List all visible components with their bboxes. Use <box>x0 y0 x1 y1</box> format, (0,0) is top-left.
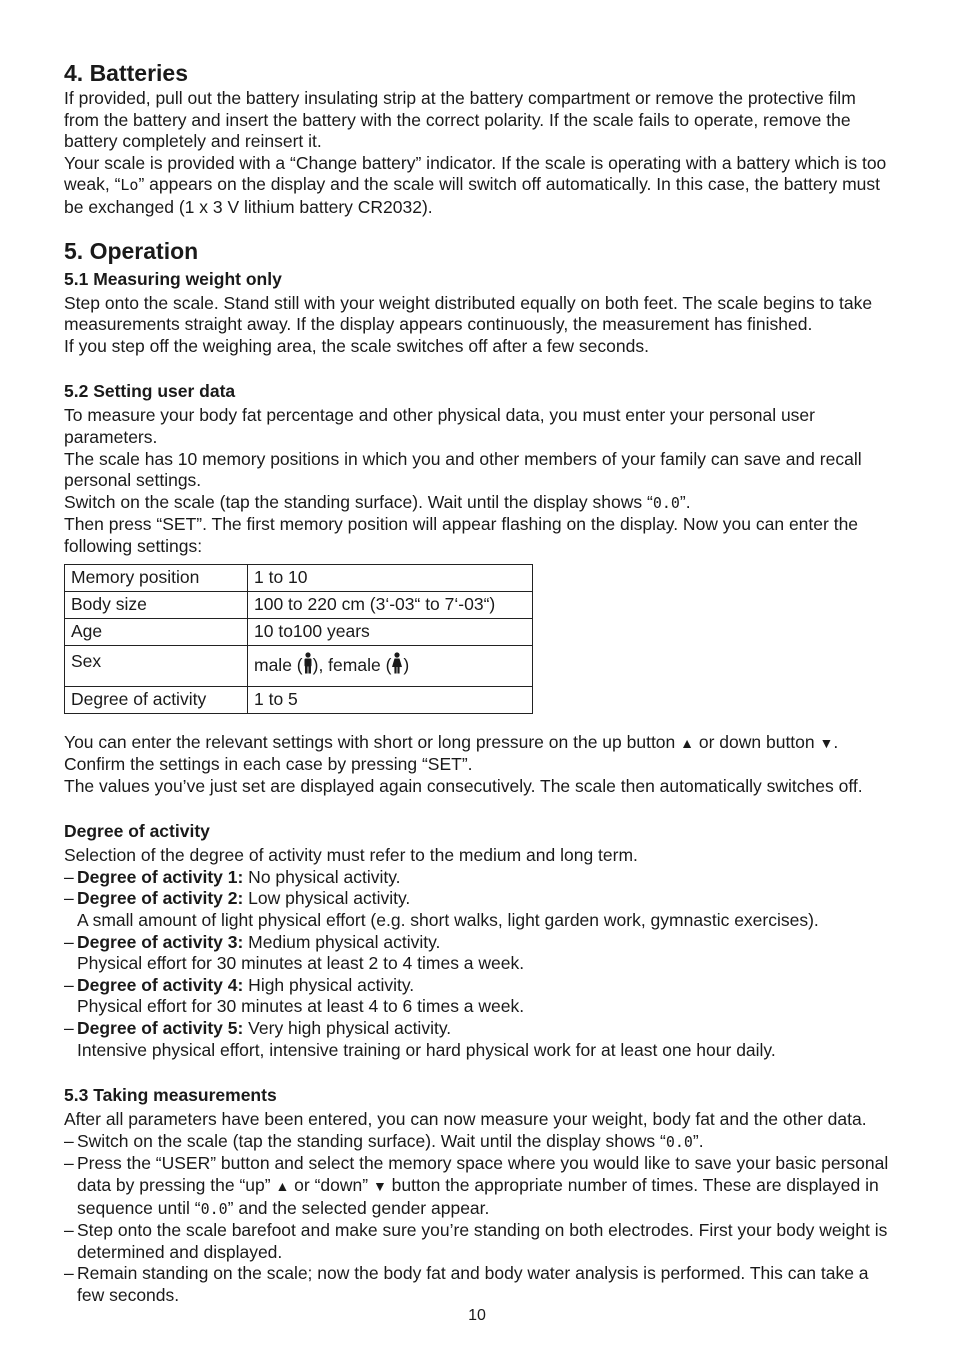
table-cell-value: 100 to 220 cm (3‘-03“ to 7‘-03“) <box>248 591 533 618</box>
activity-intro: Selection of the degree of activity must refer to the medium and long term. <box>64 845 638 866</box>
list-item: – Degree of activity 4: High physical activity. <box>64 974 415 995</box>
list-item: – Remain standing on the scale; now the body fat and body water analysis is performed. This can take a few seconds. <box>64 1263 869 1305</box>
table-row <box>65 591 533 618</box>
table-cell-value: male ( ), female ( ) <box>248 645 533 686</box>
up-triangle-icon: ▲ <box>275 1178 290 1194</box>
table-cell-value: 1 to 10 <box>248 564 533 591</box>
table-cell-label: Sex <box>65 645 248 686</box>
male-icon <box>303 652 313 679</box>
section-5-2-heading: 5.2 Setting user data <box>64 381 236 402</box>
s53-intro: After all parameters have been entered, you can now measure your weight, body fat and the other data. <box>64 1109 867 1130</box>
s52-para-4: Then press “SET”. The first memory position will appear flashing on the display. Now you can enter the following settings: <box>64 514 859 556</box>
list-item: – Step onto the scale barefoot and make sure you’re standing on both electrodes. First your body weight is determined and displayed. <box>64 1220 888 1262</box>
list-item: – Degree of activity 1: No physical activity. <box>64 866 401 887</box>
section-5-1-heading: 5.1 Measuring weight only <box>64 268 282 289</box>
s52-after-3: The values you’ve just set are displayed again consecutively. The scale then automatically switches off. <box>64 775 863 796</box>
list-item-detail: Physical effort for 30 minutes at least 4 to 6 times a week. <box>77 996 525 1017</box>
batteries-para-1: If provided, pull out the battery insulating strip at the battery compartment or remove the protective film from the battery and insert the battery with the correct polarity. If the scale fails to operate, remove the battery completely and reinsert it. <box>64 88 856 152</box>
list-item-detail: Physical effort for 30 minutes at least 2 to 4 times a week. <box>77 953 525 974</box>
activity-heading: Degree of activity <box>64 821 210 842</box>
list-item-detail: Intensive physical effort, intensive training or hard physical work for at least one hour daily. <box>77 1039 776 1060</box>
page-number: 10 <box>468 1307 486 1324</box>
s52-para-2: The scale has 10 memory positions in which you and other members of your family can save and recall personal settings. <box>64 448 862 491</box>
section-5-3-heading: 5.3 Taking measurements <box>64 1085 277 1106</box>
table-row <box>65 618 533 645</box>
list-item: – Degree of activity 5: Very high physical activity. <box>64 1018 452 1039</box>
down-triangle-icon: ▼ <box>372 1178 387 1194</box>
table-cell-label: Body size <box>65 591 248 618</box>
table-cell-value: 10 to100 years <box>248 618 533 645</box>
lo-display-glyph: Lo <box>120 176 139 195</box>
list-item: – Switch on the scale (tap the standing surface). Wait until the display shows “0.0”. <box>64 1130 704 1151</box>
list-item-detail: A small amount of light physical effort (e.g. short walks, light garden work, gymnastic exercises). <box>77 910 819 931</box>
table-row <box>65 686 533 713</box>
batteries-para-2: Your scale is provided with a “Change battery” indicator. If the scale is operating with a battery which is too weak, “Lo” appears on the display and the scale will switch off automatically. In this case, the battery must be exchanged (1 x 3 V lithium battery CR2032). <box>64 152 887 217</box>
table-cell-label: Age <box>65 618 248 645</box>
table-row <box>65 645 533 686</box>
batteries-heading: 4. Batteries <box>64 60 189 86</box>
settings-table <box>64 564 533 714</box>
female-icon <box>391 652 403 679</box>
list-item: – Degree of activity 3: Medium physical activity. <box>64 931 441 952</box>
table-cell-value: 1 to 5 <box>248 686 533 713</box>
zero-display-glyph: 0.0 <box>652 493 680 512</box>
s52-para-3: Switch on the scale (tap the standing surface). Wait until the display shows “0.0”. <box>64 491 691 512</box>
list-item: – Press the “USER” button and select the memory space where you would like to save your basic personal data by pressing the “up” ▲ or “down” ▼ button the appropriate number of times. These are displayed in sequence until “0.0” and the selected gender appear. <box>64 1153 889 1218</box>
table-cell-label: Memory position <box>65 564 248 591</box>
up-triangle-icon: ▲ <box>680 734 694 751</box>
zero-display-glyph: 0.0 <box>665 1132 693 1151</box>
table-row <box>65 564 533 591</box>
s52-after-2: Confirm the settings in each case by pressing “SET”. <box>64 754 473 775</box>
zero-display-glyph: 0.0 <box>200 1199 228 1218</box>
page-content <box>64 58 894 1307</box>
s51-para-1: Step onto the scale. Stand still with your weight distributed equally on both feet. The scale begins to take measurements straight away. If the display appears continuously, the measurement has finished. <box>64 292 873 335</box>
s52-para-1: To measure your body fat percentage and other physical data, you must enter your personal user parameters. <box>64 405 815 447</box>
list-item: – Degree of activity 2: Low physical activity. <box>64 888 411 909</box>
s51-para-2: If you step off the weighing area, the scale switches off after a few seconds. <box>64 335 649 356</box>
down-triangle-icon: ▼ <box>819 734 834 751</box>
operation-heading: 5. Operation <box>64 237 199 264</box>
table-cell-label: Degree of activity <box>65 686 248 713</box>
s52-after-1: You can enter the relevant settings with short or long pressure on the up button ▲ or down button ▼. <box>64 731 839 752</box>
